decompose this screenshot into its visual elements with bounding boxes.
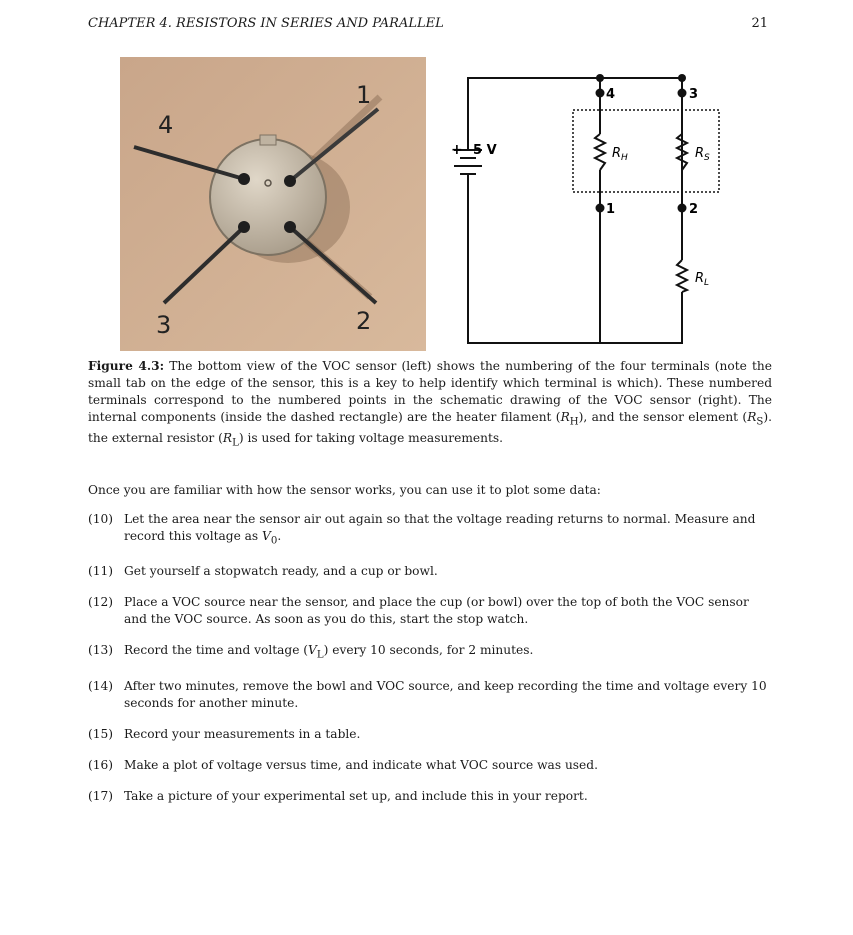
svg-text:RH (612, 146, 628, 163)
photo-label-2: 2 (356, 307, 372, 335)
rl-label: R (695, 271, 705, 286)
photo-label-1: 1 (356, 81, 372, 109)
node-3-dot (678, 89, 687, 98)
battery-voltage: 5 V (473, 143, 497, 158)
bottom-wire (468, 178, 682, 343)
step-17: (17) Take a picture of your experimental set up, and include this in your report. (88, 788, 588, 803)
rh-label: R (612, 146, 622, 161)
top-wire (468, 78, 682, 260)
figure-label: Figure 4.3: (88, 359, 165, 373)
node-2-dot (678, 204, 687, 213)
node-3-label: 3 (689, 87, 699, 102)
step-15: (15) Record your measurements in a table. (88, 726, 361, 741)
node-2-label: 2 (689, 202, 699, 217)
svg-text:RL (695, 271, 709, 288)
heater-resistor (595, 134, 605, 170)
procedure-steps (88, 511, 772, 819)
step-11: (11) Get yourself a stopwatch ready, and a cup or bowl. (88, 564, 438, 579)
rl-sub: L (704, 278, 710, 288)
rh-sub: H (621, 153, 628, 163)
node-1-dot (596, 204, 605, 213)
sensor-key-tab (260, 135, 276, 145)
page-header (88, 16, 768, 36)
step-10: (10) Let the area near the sensor air out again so that the voltage reading returns to normal. Measure and record this voltage as $V_0$. (88, 512, 756, 547)
node-4-label: 4 (606, 87, 616, 102)
page-number: 21 (751, 16, 768, 31)
node-1-label: 1 (606, 202, 616, 217)
load-resistor (677, 260, 687, 292)
chapter-title: CHAPTER 4. RESISTORS IN SERIES AND PARALLEL (88, 16, 444, 31)
photo-label-3: 3 (156, 311, 172, 339)
photo-label-4: 4 (158, 111, 174, 139)
step-14: (14) After two minutes, remove the bowl and VOC source, and keep recording the time and voltage every 10 seconds for another minute. (88, 678, 767, 710)
battery-plus: + (451, 142, 463, 158)
figure-caption: Figure 4.3: The bottom view of the VOC sensor (left) shows the numbering of the four terminals (note the small tab on the edge of the sensor, this is a key to help identify which terminal is which). These numbered terminals correspond to the numbered points in the schematic drawing of the VOC sensor (right). The internal components (inside the dashed rectangle) are the heater filament $(R_H)$, and the sensor element $(R_S)$. the external resistor $(R_L)$ is used for taking voltage measurements. (88, 359, 772, 449)
step-16: (16) Make a plot of voltage versus time, and indicate what VOC source was used. (88, 757, 598, 772)
rs-sub: S (704, 153, 710, 163)
intro-paragraph: Once you are familiar with how the sensor works, you can use it to plot some data: (88, 483, 601, 497)
circuit-schematic (440, 60, 740, 350)
node-4-dot (596, 89, 605, 98)
svg-text:RS (695, 146, 710, 163)
sensor-body (210, 139, 326, 255)
step-12: (12) Place a VOC source near the sensor, and place the cup (or bowl) over the top of both the VOC sensor and the VOC source. As soon as you do this, start the stop watch. (88, 595, 749, 627)
voc-sensor-photo (120, 57, 426, 351)
rs-label: R (695, 146, 705, 161)
step-13: (13) Record the time and voltage $(V_L)$ every 10 seconds, for 2 minutes. (88, 643, 534, 661)
